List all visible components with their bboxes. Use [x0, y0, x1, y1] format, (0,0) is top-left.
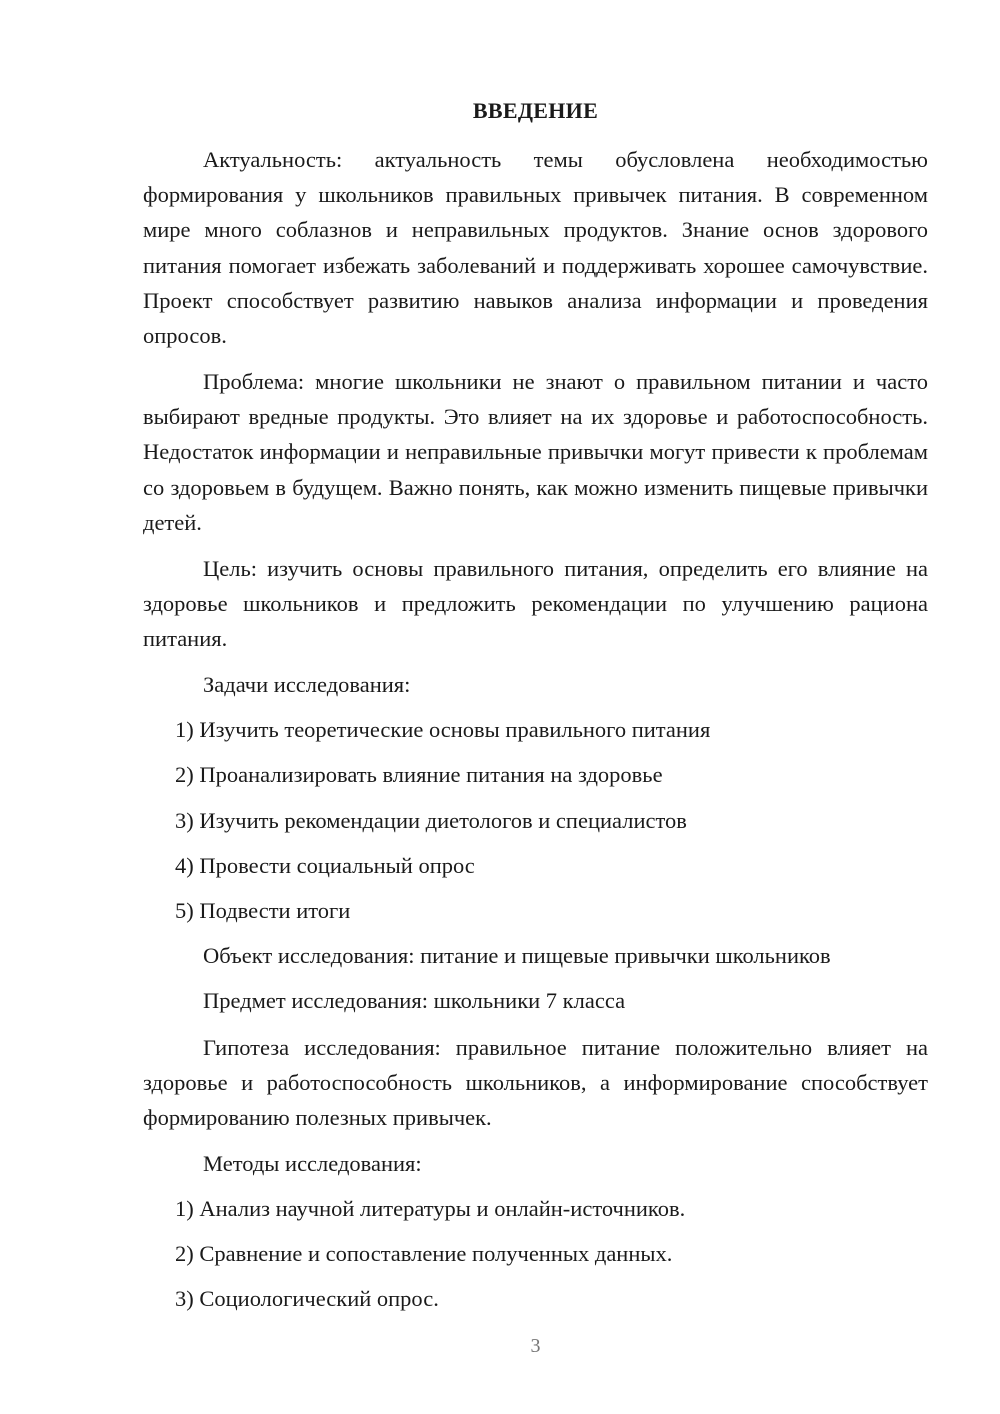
- research-object: Объект исследования: питание и пищевые привычки школьников: [203, 943, 831, 968]
- problem-paragraph: Проблема: многие школьники не знают о правильном питании и часто выбирают вредные продукты. Это влияет на их здоровье и работоспособность. Недостаток информации и неправильные привычки могут привести к проблемам со здоровьем в будущем. Важно понять, как можно изменить пищевые привычки детей.: [143, 369, 928, 535]
- goal-paragraph: Цель: изучить основы правильного питания, определить его влияние на здоровье школьников и предложить рекомендации по улучшению рациона питания.: [143, 556, 928, 652]
- section-title: ВВЕДЕНИЕ: [472, 98, 599, 123]
- task-item-2: 2) Проанализировать влияние питания на здоровье: [175, 762, 663, 787]
- hypothesis-paragraph: Гипотеза исследования: правильное питание положительно влияет на здоровье и работоспособность школьников, а информирование способствует формированию полезных привычек.: [143, 1035, 928, 1131]
- page-number: 3: [530, 1335, 541, 1357]
- task-item-4: 4) Провести социальный опрос: [175, 853, 475, 878]
- method-item-1: 1) Анализ научной литературы и онлайн-источников.: [175, 1196, 686, 1221]
- methods-heading: Методы исследования:: [203, 1151, 422, 1176]
- task-item-1: 1) Изучить теоретические основы правильного питания: [175, 717, 711, 742]
- document-page: [143, 0, 928, 1414]
- method-item-3: 3) Социологический опрос.: [175, 1286, 439, 1311]
- tasks-heading: Задачи исследования:: [203, 672, 411, 697]
- research-subject: Предмет исследования: школьники 7 класса: [203, 988, 626, 1013]
- task-item-3: 3) Изучить рекомендации диетологов и специалистов: [175, 808, 687, 833]
- method-item-2: 2) Сравнение и сопоставление полученных данных.: [175, 1241, 673, 1266]
- task-item-5: 5) Подвести итоги: [175, 898, 351, 923]
- relevance-paragraph: Актуальность: актуальность темы обусловлена необходимостью формирования у школьников правильных привычек питания. В современном мире много соблазнов и неправильных продуктов. Знание основ здорового питания помогает избежать заболеваний и поддерживать хорошее самочувствие. Проект способствует развитию навыков анализа информации и проведения опросов.: [143, 147, 928, 349]
